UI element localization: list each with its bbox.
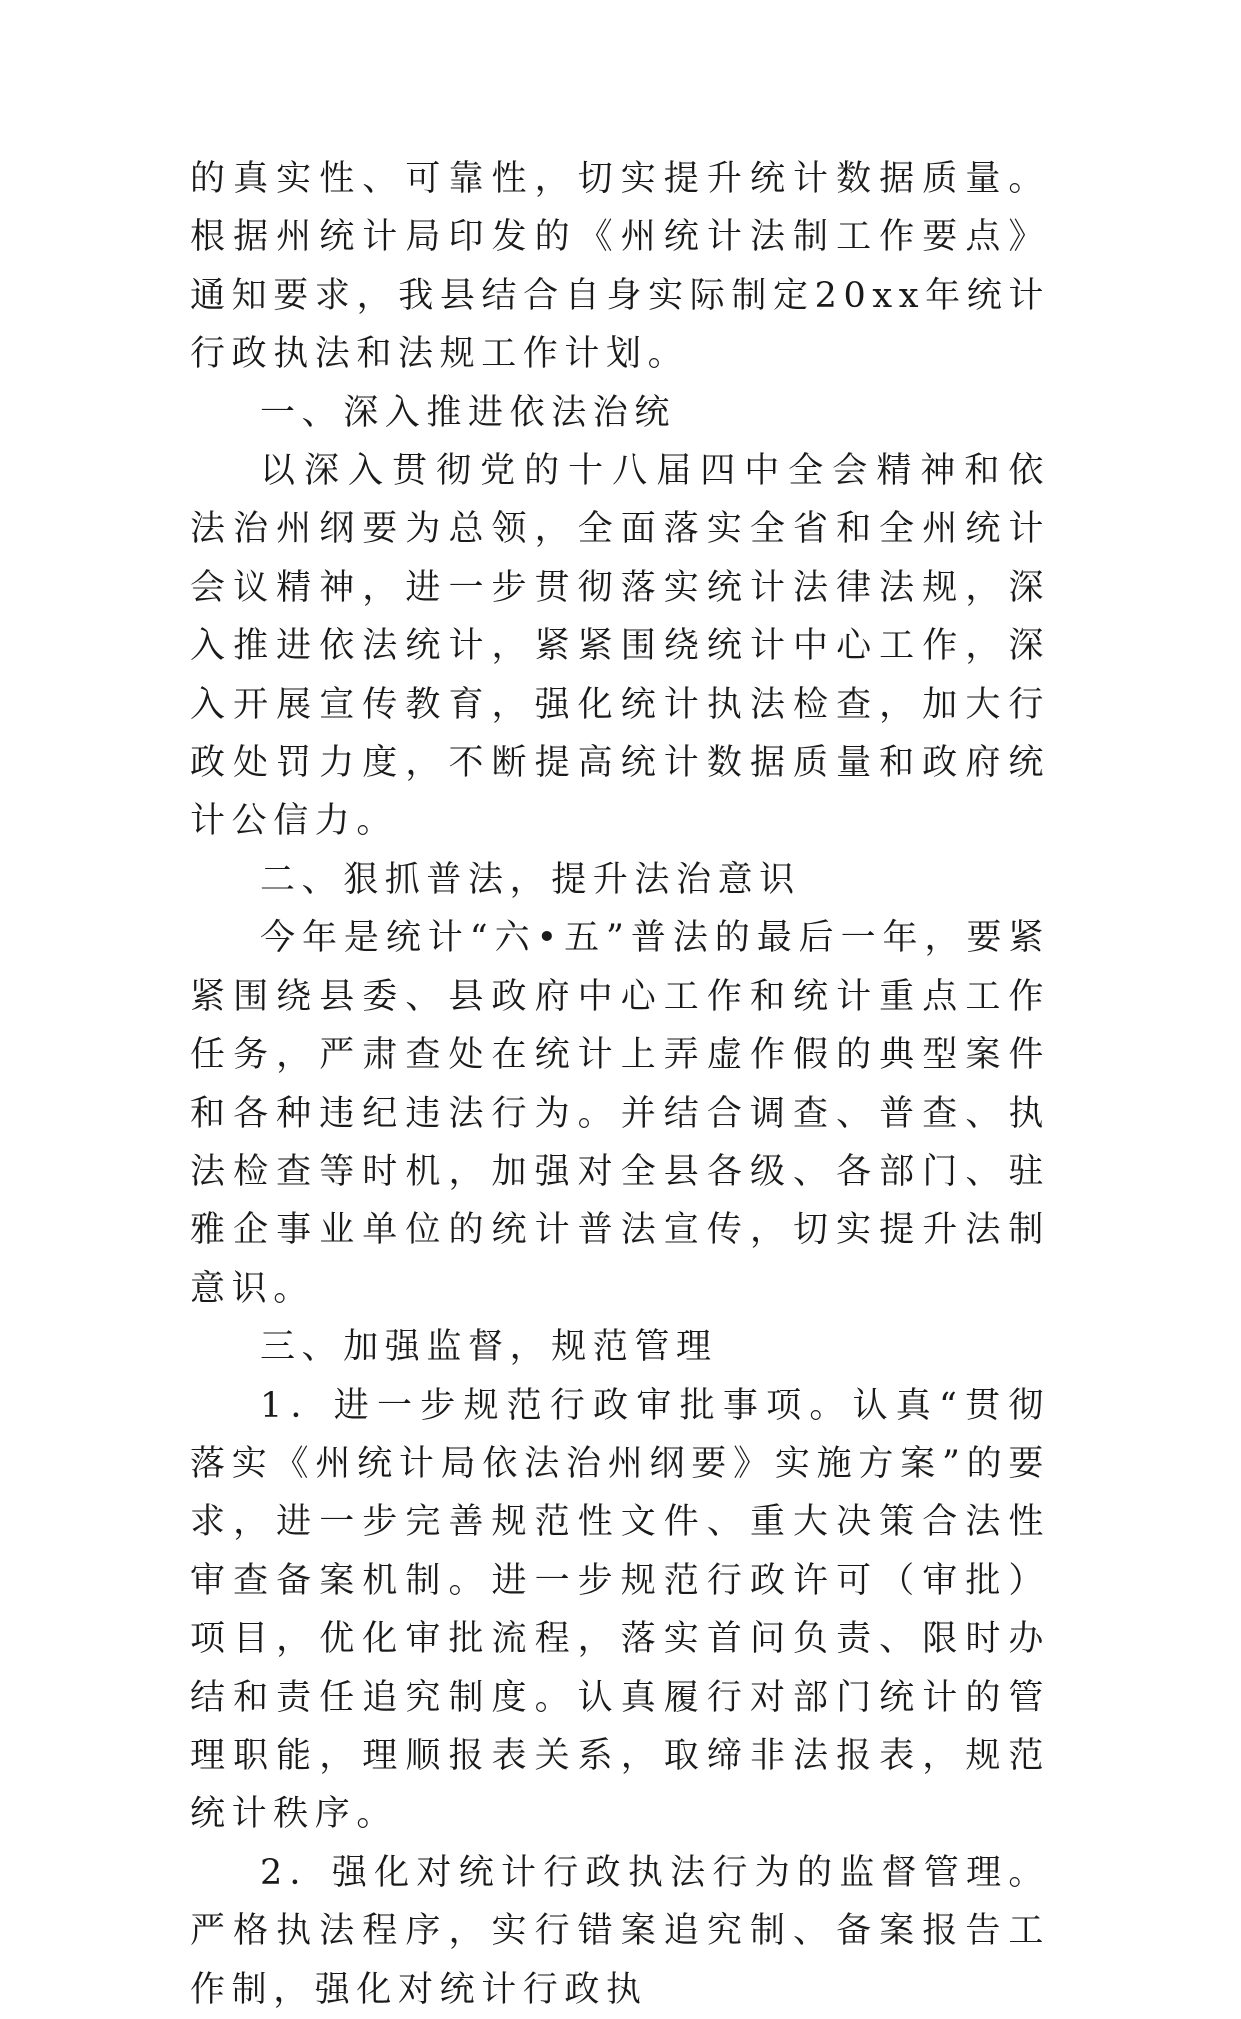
document-body: [190, 150, 1050, 2019]
section-heading-2: 二、狠抓普法，提升法治意识: [260, 859, 801, 900]
section-heading-3: 三、加强监督，规范管理: [260, 1327, 718, 1368]
paragraph-item-2: 2．强化对统计行政执法行为的监督管理。严格执法程序，实行错案追究制、备案报告工作制，强化对统计行政执: [190, 1852, 1050, 2010]
section-heading-1: 一、深入推进依法治统: [260, 392, 677, 433]
paragraph-intro-continued: 的真实性、可靠性，切实提升统计数据质量。根据州统计局印发的《州统计法制工作要点》通知要求，我县结合自身实际制定20xx年统计行政执法和法规工作计划。: [190, 159, 1050, 375]
paragraph-section-1: 以深入贯彻党的十八届四中全会精神和依法治州纲要为总领，全面落实全省和全州统计会议精神，进一步贯彻落实统计法律法规，深入推进依法统计，紧紧围绕统计中心工作，深入开展宣传教育，强化统计执法检查，加大行政处罚力度，不断提高统计数据质量和政府统计公信力。: [190, 451, 1050, 842]
paragraph-item-1: 1．进一步规范行政审批事项。认真“贯彻落实《州统计局依法治州纲要》实施方案”的要求，进一步完善规范性文件、重大决策合法性审查备案机制。进一步规范行政许可（审批）项目，优化审批流程，落实首问负责、限时办结和责任追究制度。认真履行对部门统计的管理职能，理顺报表关系，取缔非法报表，规范统计秩序。: [190, 1385, 1050, 1835]
paragraph-section-2: 今年是统计“六•五”普法的最后一年，要紧紧围绕县委、县政府中心工作和统计重点工作任务，严肃查处在统计上弄虚作假的典型案件和各种违纪违法行为。并结合调查、普查、执法检查等时机，加强对全县各级、各部门、驻雅企事业单位的统计普法宣传，切实提升法制意识。: [190, 918, 1050, 1309]
